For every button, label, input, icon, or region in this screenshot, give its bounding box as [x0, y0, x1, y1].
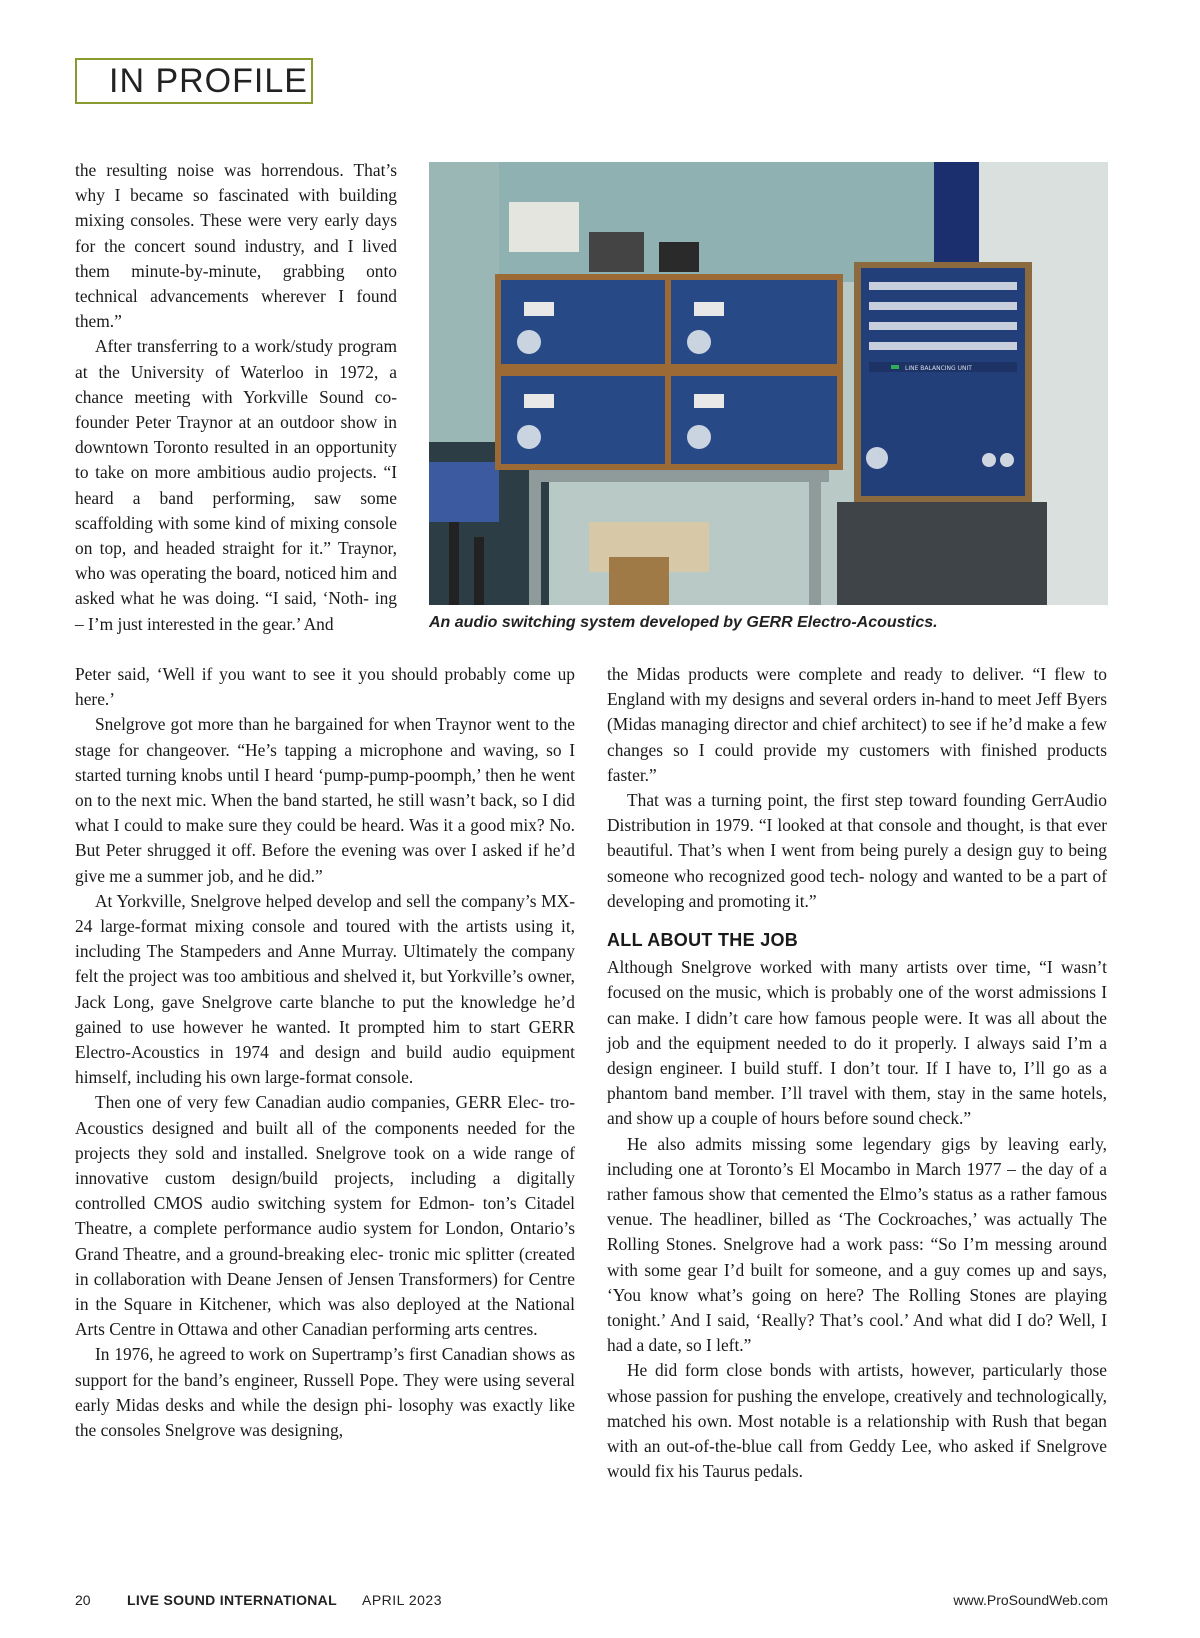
photo-caption: An audio switching system developed by GERR Electro-Acoustics.	[429, 614, 938, 631]
paragraph: That was a turning point, the first step toward founding GerrAudio Distribution in 1979. “I looked at that console and thought, is that ever beautiful. That’s when I went from being purely a design guy to being someone who recognized good tech- nology and wanted to be a part of developing and promoting it.”	[607, 790, 1107, 911]
paragraph: Although Snelgrove worked with many artists over time, “I wasn’t focused on the music, which is probably one of the worst admissions I can make. I didn’t care how famous people were. It was all about the job and the equipment needed to do it properly. I always said I’m a design engineer. I build stuff. I don’t tour. If I have to, I’ll go as a phantom band member. I’ll travel with them, stay in the same hotels, and show up a couple of hours before sound check.”	[607, 957, 1107, 1129]
page-footer	[75, 1592, 1108, 1614]
issue-date: APRIL 2023	[362, 1592, 442, 1608]
paragraph: After transferring to a work/study program at the University of Waterloo in 1972, a chance meeting with Yorkville Sound co-founder Peter Traynor at an outdoor show in downtown Toronto resulted in an opportunity to take on more ambitious audio projects. “I heard a band performing, saw some scaffolding with some kind of mixing console on top, and headed straight for it.” Traynor, who was operating the board, noticed him and asked what he was doing. “I said, ‘Noth- ing – I’m just interested in the gear.’ And	[75, 336, 397, 634]
paragraph: He did form close bonds with artists, however, particularly those whose passion for pushing the envelope, creatively and technologically, matched his own. Most notable is a relationship with Rush that began with an out-of-the-blue call from Geddy Lee, who asked if Snelgrove would fix his Taurus pedals.	[607, 1360, 1107, 1482]
equipment-photo	[429, 162, 1108, 605]
paragraph: the Midas products were complete and ready to deliver. “I flew to England with my designs and several orders in-hand to meet Jeff Byers (Midas managing director and chief architect) to see if he’d make a few changes so I could provide my customers with finished products faster.”	[607, 664, 1107, 785]
section-tag: IN PROFILE	[75, 58, 313, 104]
paragraph: At Yorkville, Snelgrove helped develop and sell the company’s MX-24 large-format mixing console and toured with the artists using it, including The Stampeders and Anne Murray. Ultimately the company felt the project was too ambitious and shelved it, but Yorkville’s owner, Jack Long, gave Snelgrove carte blanche to put the knowledge he’d gained to use however he wanted. It prompted him to start GERR Electro-Acoustics in 1974 and design and build audio equipment himself, including his own large-format console.	[75, 890, 575, 1088]
photo-panel-label: LINE BALANCING UNIT	[905, 365, 972, 372]
paragraph: the resulting noise was horrendous. That’s why I became so fascinated with building mixing consoles. These were very early days for the concert sound industry, and I lived them minute-by-minute, grabbing onto technical advancements wherever I found them.”	[75, 160, 397, 332]
paragraph: Then one of very few Canadian audio companies, GERR Elec- tro-Acoustics designed and built all of the components needed for the projects they sold and installed. Snelgrove took on a wide range of innovative custom design/build projects, including a digitally controlled CMOS audio switching system for Edmon- ton’s Citadel Theatre, a complete performance audio system for London, Ontario’s Grand Theatre, and a ground-breaking elec- tronic mic splitter (created in collaboration with Deane Jensen of Jensen Transformers) for Centre in the Square in Kitchener, which was also deployed at the National Arts Centre in Ottawa and other Canadian performing arts centres.	[75, 1092, 575, 1340]
wrap-column	[75, 158, 397, 637]
page-number: 20	[75, 1592, 91, 1608]
paragraph: Snelgrove got more than he bargained for when Traynor went to the stage for changeover. “He’s tapping a microphone and waving, so I started turning knobs until I heard ‘pump-pump-poomph,’ then he went on to the next mic. When the band started, he still wasn’t back, so I did what I could to make sure they could be heard. Was it a good mix? No. But Peter shrugged it off. Before the evening was over I asked if he’d give me a summer job, and he did.”	[75, 714, 575, 886]
magazine-name: LIVE SOUND INTERNATIONAL	[127, 1592, 337, 1608]
paragraph: Peter said, ‘Well if you want to see it you should probably come up here.’	[75, 664, 575, 710]
left-column	[75, 662, 575, 1443]
subhead: ALL ABOUT THE JOB	[607, 930, 799, 951]
paragraph: In 1976, he agreed to work on Supertramp’s first Canadian shows as support for the band’s engineer, Russell Pope. They were using several early Midas desks and while the design phi- losophy was exactly like the consoles Snelgrove was designing,	[75, 1344, 575, 1441]
website-url: www.ProSoundWeb.com	[953, 1592, 1108, 1608]
paragraph: He also admits missing some legendary gigs by leaving early, including one at Toronto’s El Mocambo in March 1977 – the day of a rather famous show that cemented the Elmo’s status as a rather famous venue. The headliner, billed as ‘The Cockroaches,’ was actually The Rolling Stones. Snelgrove had a work pass: “So I’m messing around with some gear I’d built for someone, and a guy comes up and says, ‘You know what’s going on here? The Rolling Stones are playing tonight.’ And I said, ‘Really? That’s cool.’ And what did I do? Well, I had a date, so I left.”	[607, 1133, 1107, 1356]
right-column	[607, 662, 1107, 1485]
